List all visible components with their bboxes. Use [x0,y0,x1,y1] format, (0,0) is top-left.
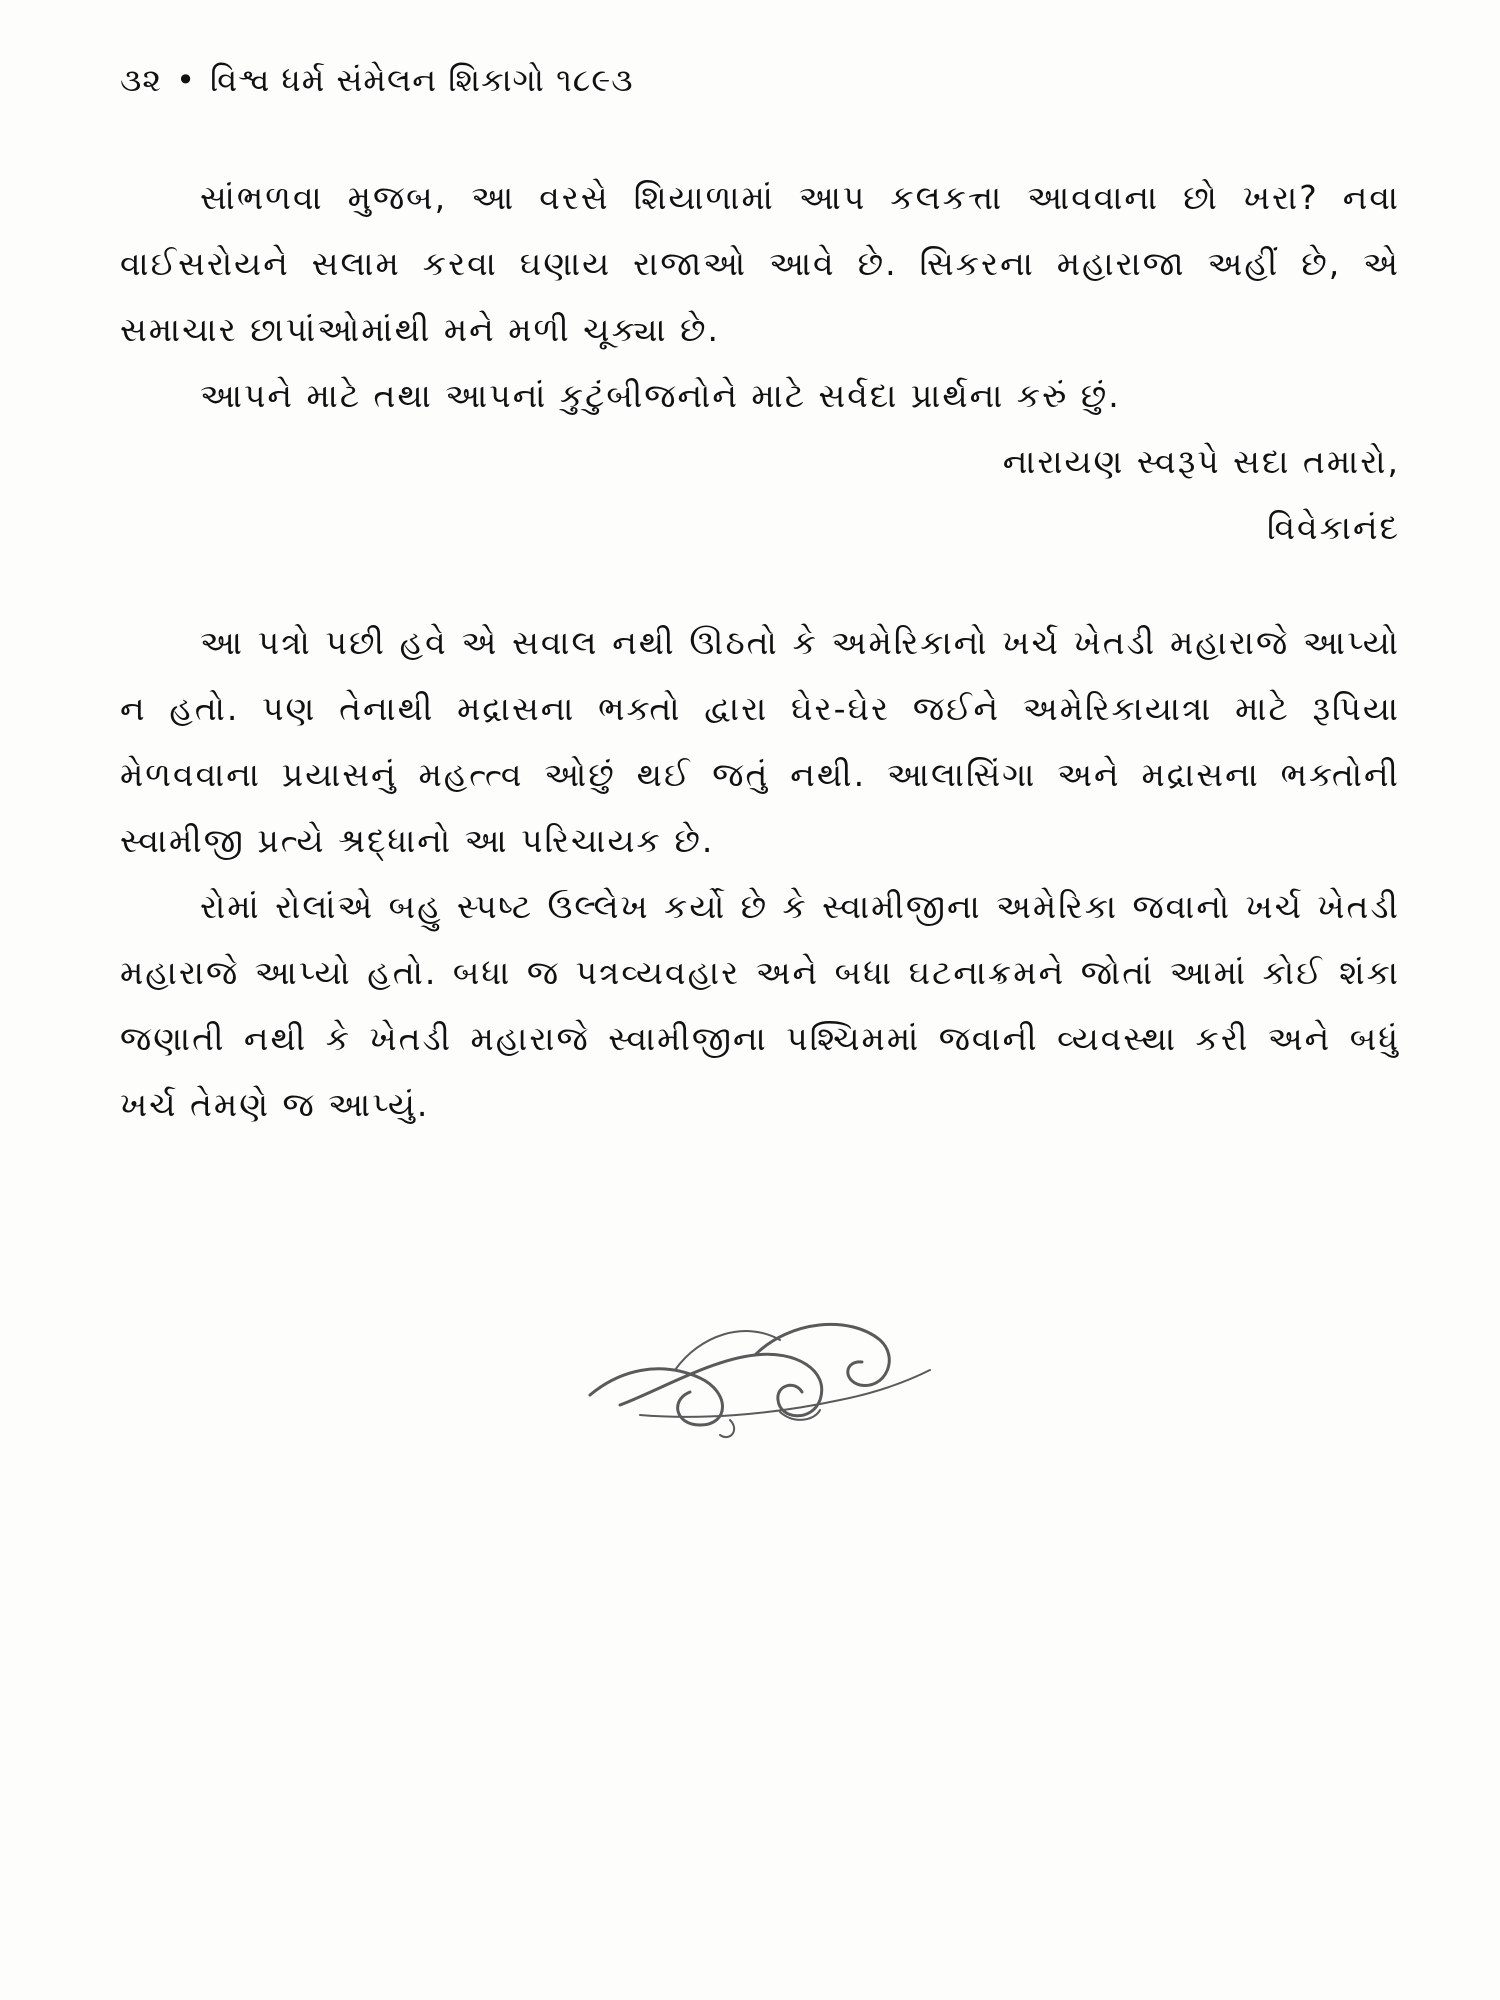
letter-paragraph: આપને માટે તથા આપનાં કુટુંબીજનોને માટે સર્વદા પ્રાર્થના કરું છું. [200,376,1121,415]
page-number: ૩૨ [120,61,163,99]
running-title: વિશ્વ ધર્મ સંમેલન શિકાગો ૧૮૯૩ [209,61,634,99]
body-paragraph: આ પત્રો પછી હવે એ સવાલ નથી ઊઠતો કે અમેરિકાનો ખર્ચ ખેતડી મહારાજે આપ્યો ન હતો. પણ તેનાથી મદ્રાસના ભક્તો દ્વારા ઘેર-ઘેર જઈને અમેરિકાયાત્રા માટે રૂપિયા મેળવવાના પ્રયાસનું મહત્ત્વ ઓછું થઈ જતું નથી. આલાસિંગા અને મદ્રાસના ભક્તોની સ્વામીજી પ્રત્યે શ્રદ્ધાનો આ પરિચાયક છે. [120,623,1400,860]
letter-excerpt [120,165,1400,561]
flourish-ornament-icon [580,1300,940,1450]
header-bullet: • [176,61,196,99]
body-text [120,610,1400,1138]
letter-signature: વિવેકાનંદ [1267,508,1400,547]
running-header [120,58,634,102]
letter-closing: નારાયણ સ્વરૂપે સદા તમારો, [1002,442,1400,481]
body-paragraph: રોમાં રોલાંએ બહુ સ્પષ્ટ ઉલ્લેખ કર્યો છે કે સ્વામીજીના અમેરિકા જવાનો ખર્ચ ખેતડી મહારાજે આપ્યો હતો. બધા જ પત્રવ્યવહાર અને બધા ઘટનાક્રમને જોતાં આમાં કોઈ શંકા જણાતી નથી કે ખેતડી મહારાજે સ્વામીજીના પશ્ચિમમાં જવાની વ્યવસ્થા કરી અને બધું ખર્ચ તેમણે જ આપ્યું. [120,887,1400,1124]
letter-paragraph: સાંભળવા મુજબ, આ વરસે શિયાળામાં આપ કલકત્તા આવવાના છો ખરા? નવા વાઈસરોયને સલામ કરવા ઘણાય રાજાઓ આવે છે. સિકરના મહારાજા અહીં છે, એ સમાચાર છાપાંઓમાંથી મને મળી ચૂક્યા છે. [120,178,1400,349]
